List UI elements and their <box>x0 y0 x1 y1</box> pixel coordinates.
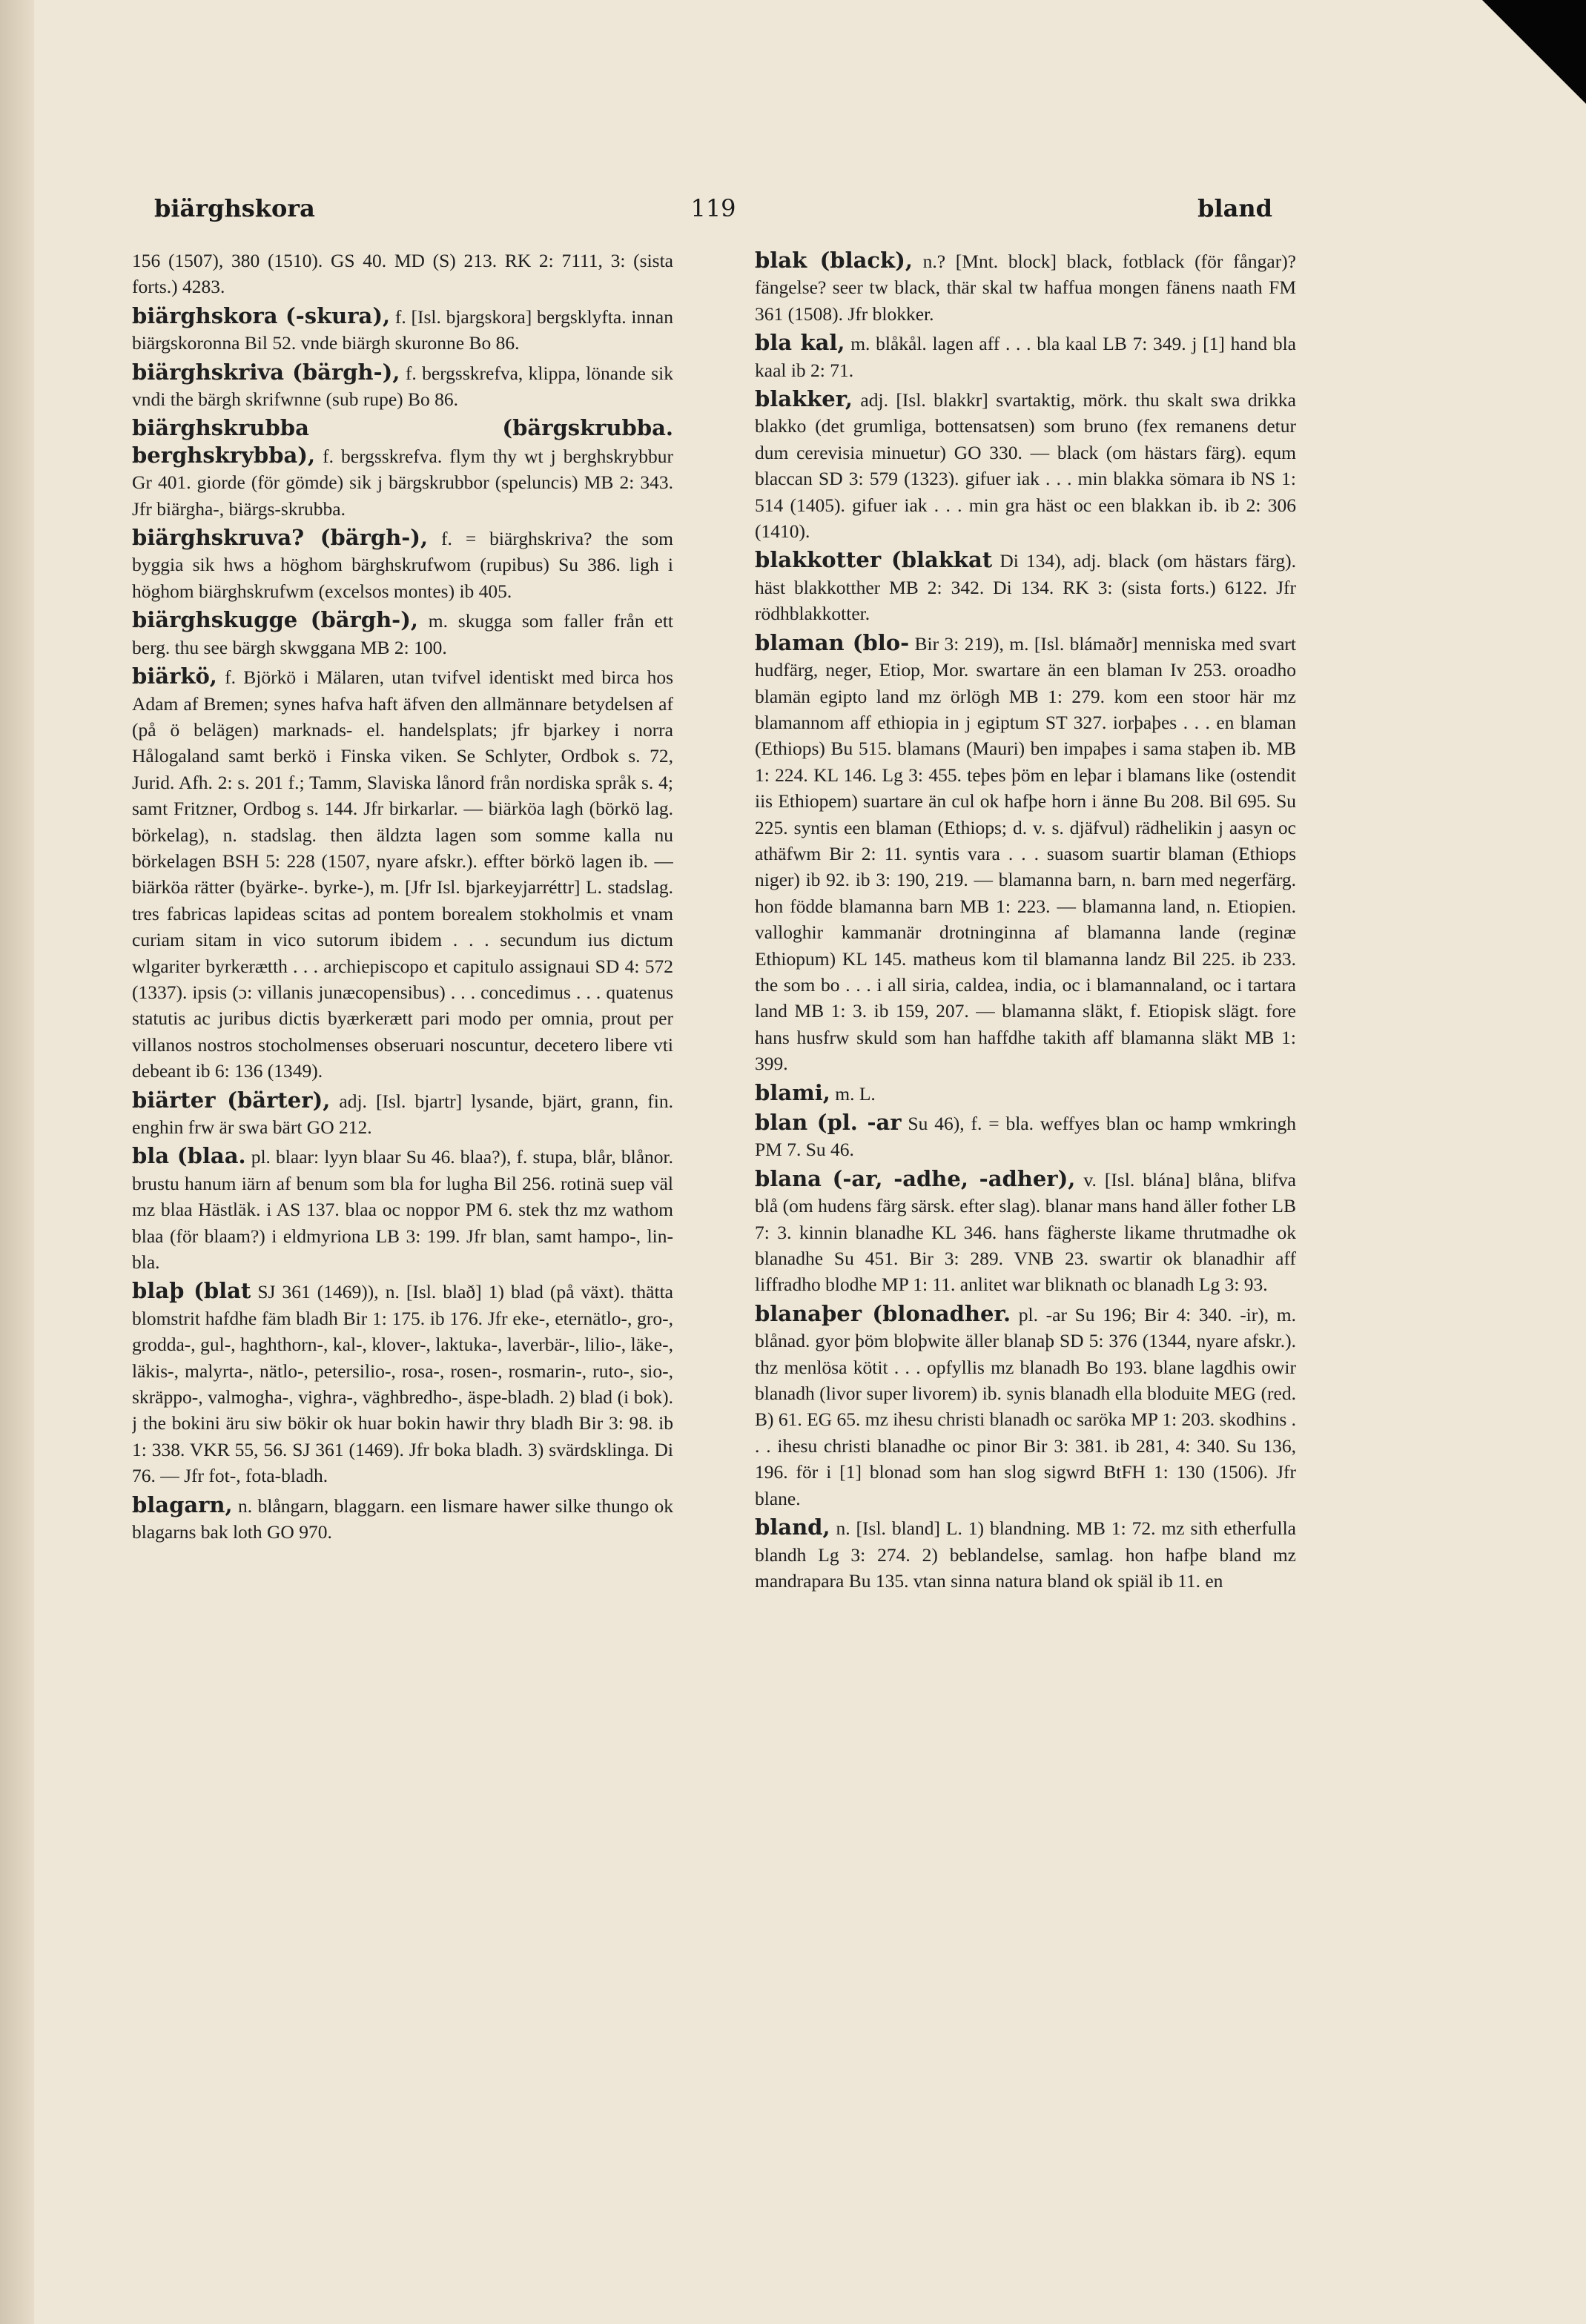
entry-body: v. [Isl. blána] blåna, blifva blå (om hudens färg särsk. efter slag). blanar mans hand äller fother LB 7: 3. kinnin blanadhe KL 346. hans fägherste likame thrutmadhe ok blanadhe Su 451. Bir 3: 289. VNB 23. swartir ok blanadhir aff liffradho blodhe MP 1: 11. anlitet war bliknath oc blanadh Lg 3: 93. <box>755 1168 1296 1296</box>
headword: biärghskugge (bärgh-), <box>132 607 419 633</box>
headword: blan (pl. -ar <box>755 1110 902 1135</box>
dictionary-entry <box>132 1087 673 1141</box>
headword: blanaþer (blonadher. <box>755 1300 1011 1326</box>
dictionary-entry <box>755 547 1296 626</box>
entry-body: pl. -ar Su 196; Bir 4: 340. -ir), m. blånad. gyor þöm bloþwite äller blanaþ SD 5: 376 (1344, nyare afskr.). thz menlösa kötit . . . opfyllis mz blanadh Bo 193. blane lagdhis owir blanadh (livor super livorem) ib. synis blanadh ella bloduite MEG (red. B) 61. EG 65. mz ihesu christi blanadh oc saröka MP 1: 203. skodhins . . . ihesu christi blanadhe oc pinor Bir 3: 381. ib 281, 4: 340. Su 136, 196. för i [1] blonad som han slog sigwrd BtFH 1: 130 (1506). Jfr blane. <box>755 1303 1296 1509</box>
page-binding-shadow <box>0 0 34 2324</box>
headword: biärter (bärter), <box>132 1087 331 1113</box>
entry-body: pl. blaar: lyyn blaar Su 46. blaa?), f. stupa, blår, blånor. brustu hanum iärn af benum som bla for lugha Bil 256. rotinä suep väl mz blaa Hästläk. i AS 137. blaa oc noppor PM 6. stek thz mz wathom blaa (för blaam?) i eldmyriona LB 3: 199. Jfr blan, samt hampo-, lin-bla. <box>132 1146 673 1274</box>
entry-body: n. [Isl. bland] L. 1) blandning. MB 1: 72. mz sith etherfulla blandh Lg 3: 274. 2) beblandelse, samlag. hon hafþe bland mz mandrapara Bu 135. vtan sinna natura bland ok spiäl ib 11. en <box>755 1517 1296 1592</box>
page-number: 119 <box>690 194 736 222</box>
entry-body: Di 134), adj. black (om hästars färg). häst blakkotther MB 2: 342. Di 134. RK 3: (sista forts.) 6122. Jfr rödhblakkotter. <box>755 550 1296 625</box>
header-right-guideword: bland <box>1197 194 1272 222</box>
dictionary-entry <box>132 663 673 1085</box>
dictionary-entry <box>755 1080 1296 1107</box>
entry-body: f. Björkö i Mälaren, utan tvifvel identiskt med birca hos Adam af Bremen; synes hafva haft äfven den allmännare betydelsen af (på ö belägen) marknads- el. handelsplats; jfr bjarkey i norra Hålogaland samt berkö i Finska viken. Se Schlyter, Ordbok s. 72, Jurid. Afh. 2: s. 201 f.; Tamm, Slaviska lånord från nordiska språk s. 4; samt Fritzner, Ordbog s. 144. Jfr birkarlar. — biärköa lagh (börkö lag. börkelag), n. stadslag. then äldzta lagen som somme kalla nu börkelagen BSH 5: 228 (1507, nyare afskr.). effter börkö lagen ib. — biärköa rätter (byärke-. byrke-), m. [Jfr Isl. bjarkeyjarréttr] L. stadslag. tres fabricas lapideas scitas ad pontem borealem stokholmis et vnam curiam sitam in vico sutorum ibidem . . . secundum ius dictum wlgariter byrkerætth . . . archiepiscopo et capitulo assignaui SD 4: 572 (1337). ipsis (ɔ: villanis junæcopensibus) . . . concedimus . . . quatenus statutis ac juribus dictis byærkerætt pari modo per omnia, prout per villanos nostros stocholmenses obseruari noscuntur, decetero libere vti debeant ib 6: 136 (1349). <box>132 666 673 1082</box>
headword: biärghskriva (bärgh-), <box>132 359 400 385</box>
entry-body: f. bergsskrefva, klippa, lönande sik vndi the bärgh skrifwnne (sub rupe) Bo 86. <box>132 362 673 411</box>
headword: blak (black), <box>755 248 913 273</box>
headword: blana (-ar, -adhe, -adher), <box>755 1165 1076 1191</box>
headword: biärghskrubba (bärgskrubba. berghskrybba), <box>132 415 673 468</box>
dictionary-entry <box>755 630 1296 1077</box>
dictionary-entry <box>755 1301 1296 1512</box>
entry-body: Su 46), f. = bla. weffyes blan oc hamp wmkringh PM 7. Su 46. <box>755 1113 1296 1161</box>
dictionary-entry <box>132 1278 673 1489</box>
headword: blaman (blo- <box>755 629 910 655</box>
headword: blakker, <box>755 386 853 412</box>
entry-body: n. blångarn, blaggarn. een lismare hawer silke thungo ok blagarns bak loth GO 970. <box>132 1494 673 1543</box>
headword: blami, <box>755 1079 830 1105</box>
dictionary-entry <box>132 607 673 661</box>
dictionary-entry <box>755 386 1296 544</box>
headword: biärghskora (-skura), <box>132 302 391 328</box>
entry-body: m. L. <box>830 1082 876 1105</box>
dictionary-entry <box>132 1492 673 1546</box>
dictionary-entry <box>132 525 673 604</box>
entry-body: SJ 361 (1469)), n. [Isl. blað] 1) blad (på växt). thätta blomstrit hafdhe fäm bladh Bir 1: 175. ib 176. Jfr eke-, eternätlo-, gro-, grodda-, gul-, haghthorn-, kal-, klover-, laktuka-, laverbär-, lilio-, läke-, läkis-, malyrta-, nätlo-, petersilio-, rosa-, rosen-, rosmarin-, ruto-, sio-, skräppo-, valmogha-, vighra-, väghbredho-, äspe-bladh. 2) blad (i bok). j the bokini äru siw bökir ok huar bokin hawir thry bladh Bir 3: 98. ib 1: 338. VKR 55, 56. SJ 361 (1469). Jfr boka bladh. 3) svärdsklinga. Di 76. — Jfr fot-, fota-bladh. <box>132 1281 673 1487</box>
dictionary-entry <box>755 1110 1296 1163</box>
left-column <box>132 248 673 2056</box>
header-left-guideword: biärghskora <box>154 194 315 222</box>
headword: bland, <box>755 1514 830 1540</box>
dictionary-entry <box>132 248 673 300</box>
dictionary-entry <box>132 303 673 357</box>
dictionary-entry <box>132 415 673 522</box>
entry-body: m. blåkål. lagen aff . . . bla kaal LB 7: 349. j [1] hand bla kaal ib 2: 71. <box>755 333 1296 381</box>
headword: bla kal, <box>755 330 845 356</box>
dictionary-entry <box>132 1143 673 1275</box>
dictionary-entry <box>755 330 1296 383</box>
entry-body: Bir 3: 219), m. [Isl. blámaðr] menniska med svart hudfärg, neger, Etiop, Mor. swartare än een blaman Iv 253. oroadho blamän egipto land mz örlögh MB 1: 279. kom een stoor här mz blamannom aff ethiopia in j egiptum ST 327. iorþaþes . . . en blaman (Ethiops) Bu 515. blamans (Mauri) ben impaþes i sama staþen ib. MB 1: 224. KL 146. Lg 3: 455. teþes þöm en leþar i blamans like (ostendit iis Ethiopem) suartare än cul ok hafþe horn i änne Bu 208. Bil 695. Su 225. syntis een blaman (Ethiops; d. v. s. djäfvul) rädhelikin j aasyn oc athäfwm Bir 2: 11. syntis vara . . . suasom suartir blaman (Ethiops niger) ib 92. ib 3: 190, 219. — blamanna barn, n. barn med negerfärg. hon födde blamanna barn MB 1: 223. — blamanna land, n. Etiopien. valloghir kammanär drotninginna af blamanna lande (reginæ Ethiopum) KL 145. matheus kom til blamanna landz Bil 225. ib 233. the som bo . . . i all siria, caldea, india, oc i blamannaland, oc i tartara land MB 1: 3. ib 159, 207. — blamanna släkt, f. Etiopisk slägt. fore hans husfrw skuld som han haffdhe takith aff blamanna släkt MB 1: 399. <box>755 632 1296 1075</box>
headword: blaþ (blat <box>132 1278 251 1304</box>
entry-body: adj. [Isl. blakkr] svartaktig, mörk. thu skalt swa drikka blakko (det grumliga, bottensatsen) som bruno (fex remanens detur dum cerevisia minuetur) GO 330. — black (om hästars färg). equm blaccan SD 3: 579 (1323). gifuer iak . . . min blakka sömara ib NS 1: 514 (1405). gifuer iak . . . min gra häst oc een blakkan ib. ib 2: 306 (1410). <box>755 389 1296 543</box>
dictionary-entry <box>755 248 1296 327</box>
entry-body: f. = biärghskriva? the som byggia sik hws a höghom bärghskrufwom (rupibus) Su 386. ligh i höghom biärghskrufwm (excelsos montes) ib 405. <box>132 528 673 602</box>
entry-body: 156 (1507), 380 (1510). GS 40. MD (S) 213. RK 2: 7111, 3: (sista forts.) 4283. <box>132 250 673 298</box>
entry-body: adj. [Isl. bjartr] lysande, bjärt, grann, fin. enghin frw är swa bärt GO 212. <box>132 1090 673 1138</box>
right-column <box>755 248 1296 2056</box>
entry-body: f. [Isl. bjargskora] bergsklyfta. innan biärgskoronna Bil 52. vnde biärgh skuronne Bo 86. <box>132 305 673 354</box>
dictionary-entry <box>755 1166 1296 1298</box>
entry-body: n.? [Mnt. block] black, fotblack (för fångar)? fängelse? seer tw black, thär skal tw haffua mongen fänens naath FM 361 (1508). Jfr blokker. <box>755 251 1296 325</box>
entry-body: f. bergsskrefva. flym thy wt j berghskrybbur Gr 401. giorde (för gömde) sik j bärgskrubbor (speluncis) MB 2: 343. Jfr biärgha-, biärgs-skrubba. <box>132 445 673 520</box>
page-corner <box>1482 0 1586 104</box>
headword: biärkö, <box>132 663 217 689</box>
running-header <box>154 194 1272 231</box>
headword: blagarn, <box>132 1492 233 1517</box>
entry-body: m. skugga som faller från ett berg. thu see bärgh skwggana MB 2: 100. <box>132 610 673 658</box>
headword: biärghskruva? (bärgh-), <box>132 525 429 551</box>
dictionary-entry <box>132 360 673 413</box>
dictionary-entry <box>755 1514 1296 1594</box>
headword: bla (blaa. <box>132 1143 246 1169</box>
headword: blakkotter (blakkat <box>755 547 993 573</box>
